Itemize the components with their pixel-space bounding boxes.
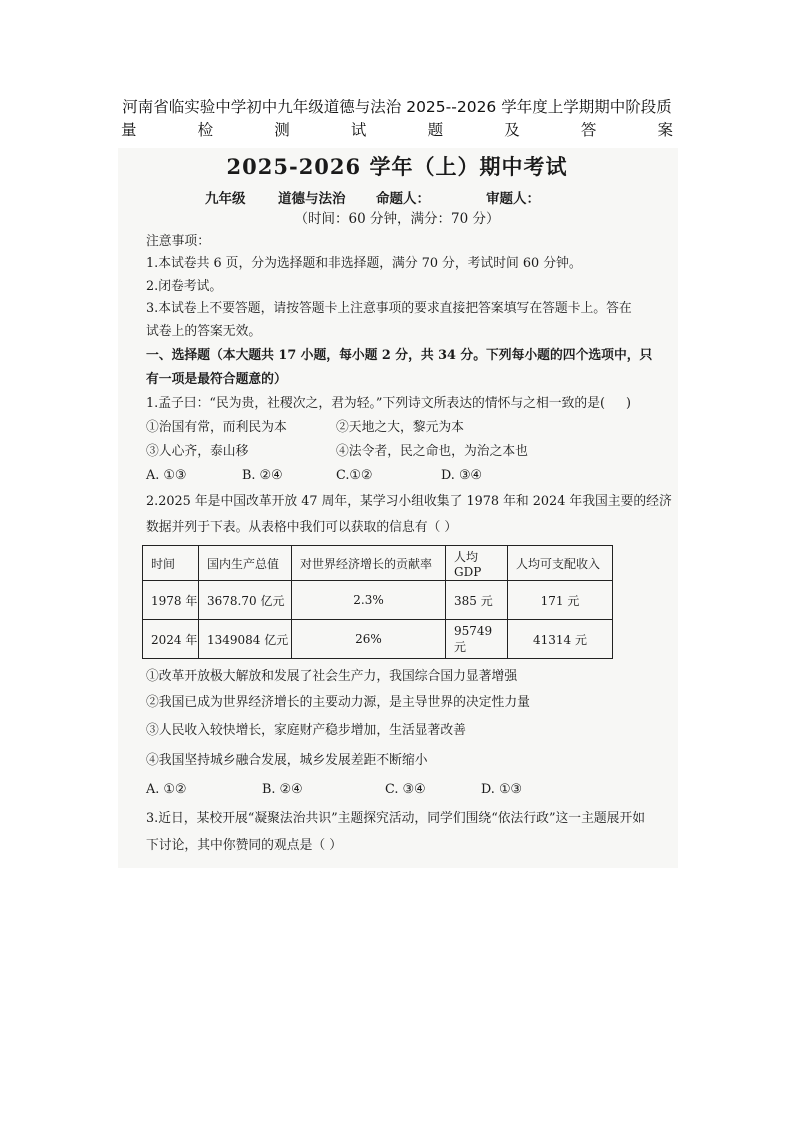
table-header-cell: 时间 <box>143 546 199 581</box>
q3-stem-cont: 下讨论，其中你赞同的观点是（ ） <box>146 838 343 853</box>
note-item: 3.本试卷上不要答题，请按答题卡上注意事项的要求直接把答案填写在答题卡上。答在 <box>146 301 632 316</box>
reviewer-label: 审题人： <box>486 191 540 207</box>
subject-label: 道德与法治 <box>278 191 346 207</box>
q1-stem-end: ) <box>626 396 631 411</box>
note-item: 1.本试卷共 6 页，分为选择题和非选择题，满分 70 分，考试时间 60 分钟。 <box>146 256 582 271</box>
q1-option-a[interactable]: A. ①③ <box>146 468 187 483</box>
q2-stem: 2.2025 年是中国改革开放 47 周年，某学习小组收集了 1978 年和 2024 年我国主要的经济 <box>146 494 672 509</box>
note-item: 2.闭卷考试。 <box>146 279 223 294</box>
q1-option-b[interactable]: B. ②④ <box>242 468 283 483</box>
title-char: 题 <box>427 121 444 139</box>
q2-choice: ③人民收入较快增长，家庭财产稳步增加，生活显著改善 <box>146 723 466 738</box>
title-char: 测 <box>274 121 290 139</box>
q1-option-c[interactable]: C.①② <box>336 468 373 483</box>
exam-title: 2025-2026 学年（上）期中考试 <box>226 154 568 179</box>
table-header-row <box>143 546 613 581</box>
title-char: 答 <box>580 121 597 139</box>
q2-stem-cont: 数据并列于下表。从表格中我们可以获取的信息有（ ） <box>146 520 458 535</box>
section-heading: 一、选择题（本大题共 17 小题，每小题 2 分，共 34 分。下列每小题的四个选项中，只 <box>146 348 653 363</box>
q2-option-d[interactable]: D. ①③ <box>481 782 522 797</box>
q1-stem: 1.孟子曰：“民为贵，社稷次之，君为轻。”下列诗文所表达的情怀与之相一致的是( <box>146 396 605 411</box>
q1-choice: ①治国有常，而利民为本 <box>146 420 287 435</box>
q2-option-a[interactable]: A. ①② <box>146 782 187 797</box>
table-header-cell: 人均可支配收入 <box>508 546 613 581</box>
section-heading-cont: 有一项是最符合题意的） <box>146 372 287 387</box>
title-char: 案 <box>657 121 673 139</box>
q1-choice: ②天地之大，黎元为本 <box>336 420 464 435</box>
q2-choice: ①改革开放极大解放和发展了社会生产力，我国综合国力显著增强 <box>146 669 518 684</box>
title-char: 检 <box>197 121 214 139</box>
note-item: 试卷上的答案无效。 <box>146 324 262 339</box>
table-cell: 385 元 <box>446 581 508 620</box>
table-header-cell: 国内生产总值 <box>199 546 292 581</box>
table-row <box>143 620 613 659</box>
table-header-cell: 人均 GDP <box>446 546 508 581</box>
title-char: 试 <box>350 121 367 139</box>
document-title-line1: 河南省临实验中学初中九年级道德与法治 2025--2026 学年度上学期期中阶段质 <box>122 98 672 116</box>
document-title-line2 <box>0 119 794 142</box>
table-row <box>143 581 613 620</box>
table-cell: 3678.70 亿元 <box>199 581 292 620</box>
exam-time-info: （时间：60 分钟，满分：70 分） <box>294 211 500 227</box>
q2-option-b[interactable]: B. ②④ <box>262 782 303 797</box>
q3-stem: 3.近日，某校开展“凝聚法治共识”主题探究活动，同学们围绕“依法行政”这一主题展开如 <box>146 811 646 826</box>
table-cell: 2.3% <box>292 581 446 620</box>
table-header-cell: 对世界经济增长的贡献率 <box>292 546 446 581</box>
notes-heading: 注意事项： <box>146 234 210 249</box>
q1-choice: ④法令者，民之命也，为治之本也 <box>336 444 528 459</box>
q1-option-d[interactable]: D. ③④ <box>441 468 482 483</box>
q2-choice: ④我国坚持城乡融合发展，城乡发展差距不断缩小 <box>146 753 428 768</box>
table-cell: 1349084 亿元 <box>199 620 292 659</box>
title-char: 及 <box>504 121 520 139</box>
table-cell: 171 元 <box>508 581 613 620</box>
table-cell: 41314 元 <box>508 620 613 659</box>
setter-label: 命题人： <box>376 191 430 207</box>
document-title <box>0 96 794 142</box>
title-char: 量 <box>121 121 137 139</box>
table-cell: 26% <box>292 620 446 659</box>
economic-data-table <box>142 545 613 659</box>
q2-choice: ②我国已成为世界经济增长的主要动力源，是主导世界的决定性力量 <box>146 695 530 710</box>
table-cell: 1978 年 <box>143 581 199 620</box>
q1-choice: ③人心齐，泰山移 <box>146 444 249 459</box>
table-cell: 2024 年 <box>143 620 199 659</box>
table-cell: 95749 元 <box>446 620 508 659</box>
q2-option-c[interactable]: C. ③④ <box>385 782 426 797</box>
grade-label: 九年级 <box>205 191 246 207</box>
